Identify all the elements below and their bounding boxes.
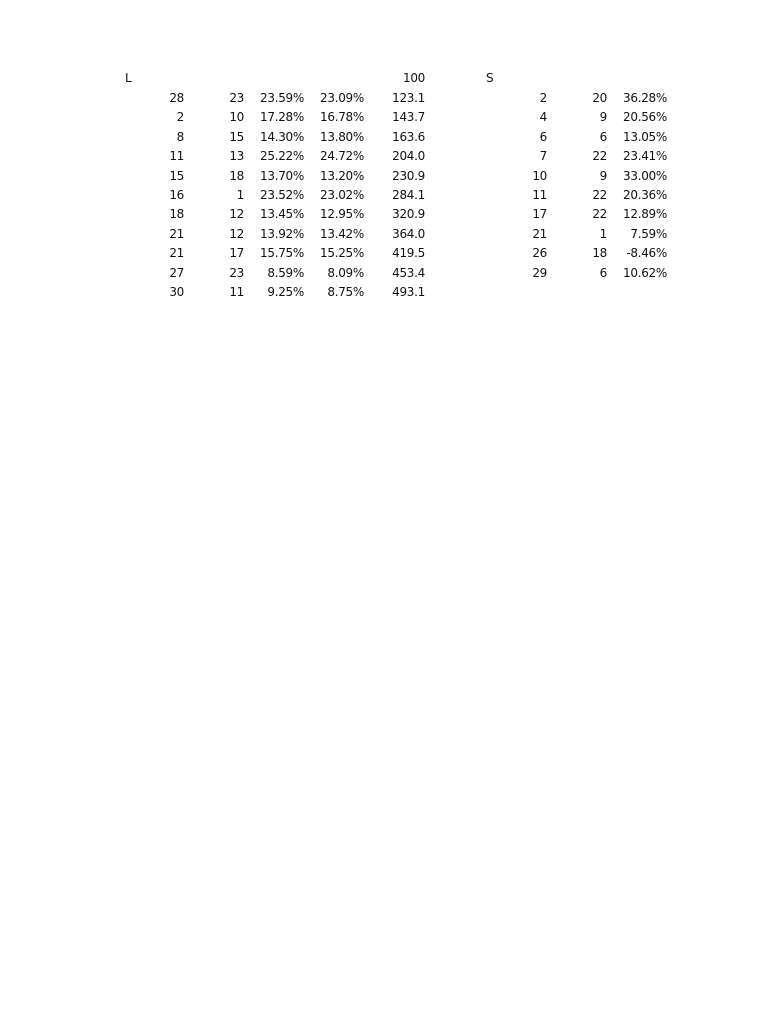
right-table-cell: 9	[599, 168, 607, 183]
left-table-cell: 453.4	[392, 265, 425, 280]
left-table-cell: 15.75%	[260, 246, 304, 261]
left-table-label: L	[125, 71, 132, 85]
left-table-cell: 24.72%	[320, 149, 364, 164]
left-table-cell: 17	[229, 246, 244, 261]
left-table-cell: 23	[229, 265, 244, 280]
right-table-cell: 23.41%	[623, 149, 667, 164]
left-table-cell: 16	[169, 188, 184, 202]
left-table-cell: 8.59%	[267, 265, 304, 280]
right-table-cell: 36.28%	[623, 91, 667, 105]
left-table-cell: 1	[236, 188, 244, 202]
left-table-cell: 13	[229, 149, 244, 164]
left-table-cell: 11	[229, 285, 244, 299]
left-table-cell: 27	[169, 265, 184, 280]
left-table-cell: 12.95%	[320, 207, 364, 222]
left-table-cell: 12	[229, 226, 244, 241]
left-table-cell: 419.5	[392, 246, 425, 261]
right-table-cell: 9	[599, 110, 607, 125]
left-table-cell: 8	[176, 129, 184, 144]
left-table-cell: 364.0	[392, 226, 425, 241]
right-table-cell: 10.62%	[623, 265, 667, 280]
left-table-cell: 14.30%	[260, 129, 304, 144]
right-table-cell: 10	[532, 168, 547, 183]
left-table-cell: 23.09%	[320, 91, 364, 105]
left-table-cell: 13.42%	[320, 226, 364, 241]
right-table-cell: 6	[539, 129, 547, 144]
right-table-cell: 7.59%	[630, 226, 667, 241]
right-table-cell: 33.00%	[623, 168, 667, 183]
left-table-cell: 320.9	[392, 207, 425, 222]
left-table-cell: 21	[169, 246, 184, 261]
left-table-cell: 8.09%	[327, 265, 364, 280]
right-table-label: S	[486, 71, 494, 85]
right-table-cell: -8.46%	[626, 246, 667, 261]
right-table-cell: 20	[592, 91, 607, 105]
left-table-cell: 493.1	[392, 285, 425, 299]
right-table-cell: 4	[539, 110, 547, 125]
right-table-cell: 20.36%	[623, 188, 667, 202]
left-table-cell: 28	[169, 91, 184, 105]
left-table-cell: 11	[169, 149, 184, 164]
right-table-cell: 6	[599, 265, 607, 280]
left-table-cell: 18	[229, 168, 244, 183]
left-table-cell: 8.75%	[327, 285, 364, 299]
left-table-cell: 23.59%	[260, 91, 304, 105]
right-table-cell: 2	[539, 91, 547, 105]
right-table-cell: 6	[599, 129, 607, 144]
left-table-cell: 230.9	[392, 168, 425, 183]
left-table-cell: 15.25%	[320, 246, 364, 261]
left-table-cell: 9.25%	[267, 285, 304, 299]
left-table-cell: 284.1	[392, 188, 425, 202]
left-table-cell: 13.70%	[260, 168, 304, 183]
left-table-cell: 204.0	[392, 149, 425, 164]
left-table-cell: 12	[229, 207, 244, 222]
right-table-cell: 20.56%	[623, 110, 667, 125]
right-table-cell: 18	[592, 246, 607, 261]
left-table-cell: 23	[229, 91, 244, 105]
left-table-cell: 23.52%	[260, 188, 304, 202]
left-table-cell: 30	[169, 285, 184, 299]
right-table-cell: 7	[539, 149, 547, 164]
left-table-cell: 13.92%	[260, 226, 304, 241]
right-table-cell: 22	[592, 207, 607, 222]
left-table-cell: 15	[229, 129, 244, 144]
left-table-cell: 25.22%	[260, 149, 304, 164]
right-table-cell: 26	[532, 246, 547, 261]
left-table-cell: 13.45%	[260, 207, 304, 222]
right-table-cell: 29	[532, 265, 547, 280]
left-table-cell: 123.1	[392, 91, 425, 105]
left-table-cell: 18	[169, 207, 184, 222]
left-table-header-value: 100	[402, 71, 425, 85]
left-table-cell: 163.6	[392, 129, 425, 144]
right-table-cell: 13.05%	[623, 129, 667, 144]
right-table-cell: 12.89%	[623, 207, 667, 222]
left-table-cell: 2	[176, 110, 184, 125]
left-table-cell: 143.7	[392, 110, 425, 125]
right-table-cell: 22	[592, 149, 607, 164]
left-table-cell: 15	[169, 168, 184, 183]
right-table-cell: 21	[532, 226, 547, 241]
right-table-cell: 1	[599, 226, 607, 241]
left-table-cell: 13.80%	[320, 129, 364, 144]
left-table-cell: 13.20%	[320, 168, 364, 183]
left-table-cell: 10	[229, 110, 244, 125]
left-table-cell: 17.28%	[260, 110, 304, 125]
right-table-cell: 17	[532, 207, 547, 222]
right-table-cell: 22	[592, 188, 607, 202]
right-table-cell: 11	[532, 188, 547, 202]
left-table-cell: 23.02%	[320, 188, 364, 202]
left-table-cell: 16.78%	[320, 110, 364, 125]
left-table-cell: 21	[169, 226, 184, 241]
